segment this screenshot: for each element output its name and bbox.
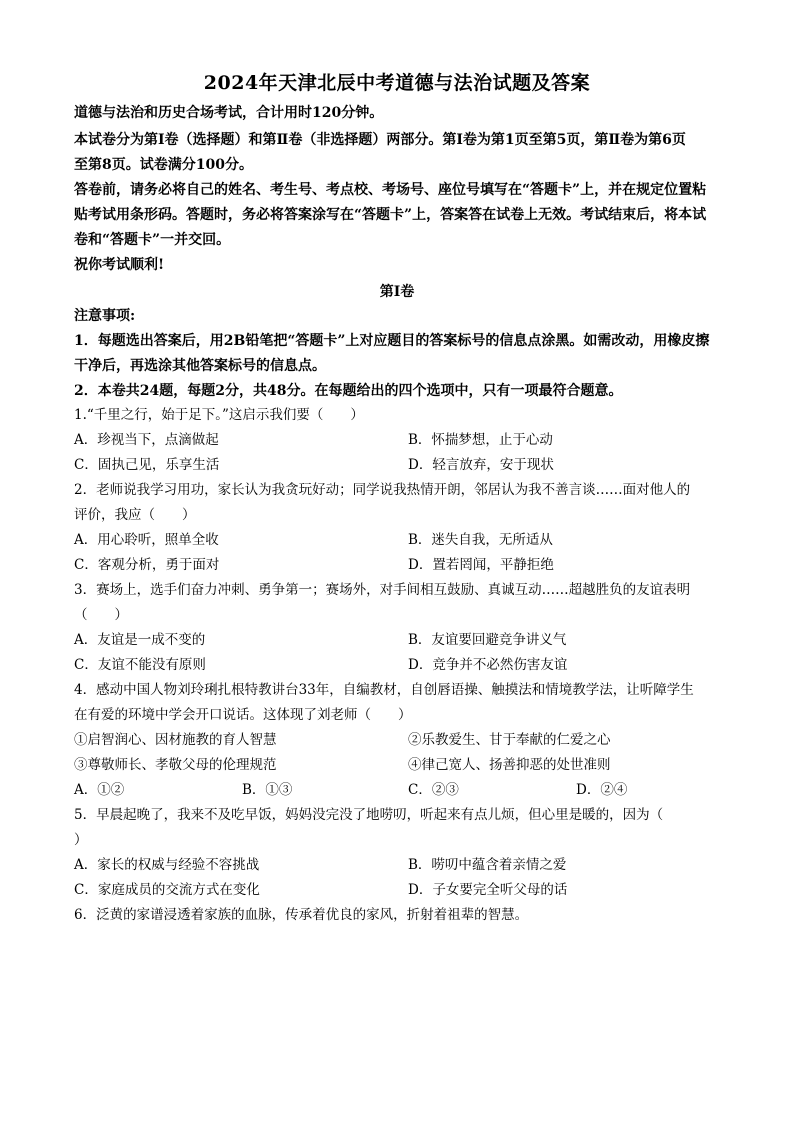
page-title: 2024年天津北辰中考道德与法治试题及答案 xyxy=(203,72,591,94)
question-4-statement-3: ③尊敬师长、孝敬父母的伦理规范 xyxy=(74,757,277,773)
question-6-stem-1: 6．泛黄的家谱浸透着家族的血脉，传承着优良的家风，折射着祖辈的智慧。 xyxy=(74,907,529,923)
question-3-option-c: C．友谊不能没有原则 xyxy=(74,657,206,673)
question-1-option-b: B．怀揣梦想，止于心动 xyxy=(408,432,553,448)
question-4-stem-1: 4．感动中国人物刘玲琍扎根特教讲台33年，自编教材，自创唇语操、触摸法和情境教学法，让听障学生 xyxy=(74,682,694,698)
question-5-option-b: B．唠叨中蕴含着亲情之爱 xyxy=(408,857,567,873)
question-4-statement-2: ②乐教爱生、甘于奉献的仁爱之心 xyxy=(408,732,611,748)
note-2: 2．本卷共24题，每题2分，共48分。在每题给出的四个选项中，只有一项最符合题意。 xyxy=(74,383,623,399)
question-1-option-d: D．轻言放弃，安于现状 xyxy=(408,457,554,473)
question-5-option-d: D．子女要完全听父母的话 xyxy=(408,882,568,898)
question-4-option-c: C．②③ xyxy=(408,782,459,798)
question-5-option-a: A．家长的权威与经验不容挑战 xyxy=(74,857,260,873)
question-3-option-a: A．友谊是一成不变的 xyxy=(74,632,206,648)
question-2-option-a: A．用心聆听，照单全收 xyxy=(74,532,219,548)
intro-line-5: 贴考试用条形码。答题时，务必将答案涂写在“答题卡”上，答案答在试卷上无效。考试结束后，将本试 xyxy=(74,207,707,223)
note-1b: 干净后，再选涂其他答案标号的信息点。 xyxy=(74,358,326,374)
question-2-option-b: B．迷失自我，无所适从 xyxy=(408,532,553,548)
question-3-option-d: D．竞争并不必然伤害友谊 xyxy=(408,657,568,673)
question-4-option-d: D．②④ xyxy=(576,782,628,798)
question-3-stem-2: （ ） xyxy=(74,607,128,623)
intro-line-6: 卷和“答题卡”一并交回。 xyxy=(74,232,231,248)
question-5-stem-2: ） xyxy=(74,832,88,848)
question-5-stem-1: 5．早晨起晚了，我来不及吃早饭，妈妈没完没了地唠叨，听起来有点儿烦，但心里是暖的，因为（ xyxy=(74,807,664,823)
question-4-option-a: A．①② xyxy=(74,782,125,798)
intro-line-7: 祝你考试顺利! xyxy=(74,257,165,273)
question-1-option-c: C．固执己见，乐享生活 xyxy=(74,457,220,473)
question-4-stem-2: 在有爱的环境中学会开口说话。这体现了刘老师（ ） xyxy=(74,707,412,723)
question-2-option-d: D．置若罔闻，平静拒绝 xyxy=(408,557,554,573)
question-4-statement-1: ①启智润心、因材施教的育人智慧 xyxy=(74,732,277,748)
question-2-stem-2: 评价，我应（ ） xyxy=(74,507,196,523)
question-3-option-b: B．友谊要回避竞争讲义气 xyxy=(408,632,567,648)
note-1a: 1．每题选出答案后，用2B铅笔把“答题卡”上对应题目的答案标号的信息点涂黑。如需改动，用橡皮擦 xyxy=(74,333,710,349)
intro-line-1: 道德与法治和历史合场考试，合计用时120分钟。 xyxy=(74,105,384,121)
question-2-option-c: C．客观分析，勇于面对 xyxy=(74,557,220,573)
question-3-stem-1: 3．赛场上，选手们奋力冲刺、勇争第一；赛场外，对手间相互鼓励、真诚互动……超越胜负的友谊表明 xyxy=(74,582,691,598)
question-4-option-b: B．①③ xyxy=(242,782,293,798)
question-1-stem: 1.“千里之行，始于足下。”这启示我们要（ ） xyxy=(74,407,364,423)
question-1-option-a: A．珍视当下，点滴做起 xyxy=(74,432,219,448)
intro-line-3: 至第8页。试卷满分100分。 xyxy=(74,157,253,173)
question-4-statement-4: ④律己宽人、扬善抑恶的处世准则 xyxy=(408,757,611,773)
question-2-stem-1: 2．老师说我学习用功，家长认为我贪玩好动；同学说我热情开朗，邻居认为我不善言谈……面对他人的 xyxy=(74,482,691,498)
notes-heading: 注意事项: xyxy=(74,308,136,324)
question-5-option-c: C．家庭成员的交流方式在变化 xyxy=(74,882,260,898)
intro-line-4: 答卷前，请务必将自己的姓名、考生号、考点校、考场号、座位号填写在“答题卡”上，并在规定位置粘 xyxy=(74,182,707,198)
intro-line-2: 本试卷分为第Ⅰ卷（选择题）和第Ⅱ卷（非选择题）两部分。第Ⅰ卷为第1页至第5页，第Ⅱ卷为第6页 xyxy=(74,132,686,148)
section-title: 第Ⅰ卷 xyxy=(379,284,415,300)
